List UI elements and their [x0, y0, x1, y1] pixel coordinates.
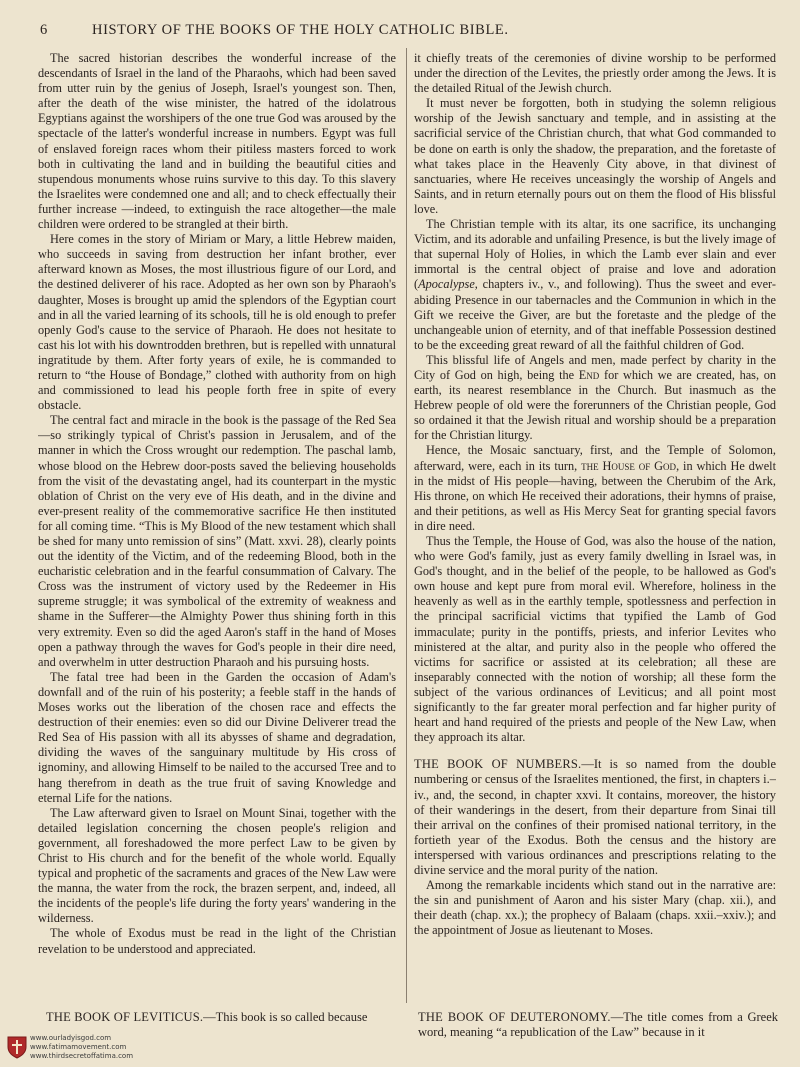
- exodus-paragraph-5: The Law afterward given to Israel on Mount Sinai, together with the detailed legislation concerning the chosen people's religion and government, all foreshadowed the more perfect Law to be given by Christ to His church and for the benefit of the whole world. Equally typical and prophetic of the sacraments and graces of the New Law were the manna, the water from the rock, the brazen serpent, and, indeed, all the incidents of the people's life during the forty years' wandering in the wilderness.: [38, 805, 396, 926]
- leviticus-heading: THE BOOK OF LEVITICUS.: [46, 1010, 204, 1024]
- leviticus-paragraph-5: Hence, the Mosaic sanctuary, first, and the Temple of Solomon, afterward, were, each in its turn, the House of God, in which He dwelt in the midst of His people—having, between the Cherubim of the Ark, His throne, on which He received their adorations, their hymns of praise, and their petitions, as well as His Mercy Seat for granting special favors in dire need.: [414, 443, 776, 533]
- watermark-url-2[interactable]: www.fatimamovement.com: [30, 1043, 127, 1051]
- apocalypse-reference: Apocalypse: [418, 277, 475, 292]
- exodus-paragraph-3: The central fact and miracle in the book is the passage of the Red Sea—so strikingly typical of Christ's passion in Jerusalem, and of the manner in which the Cross wrought our redemption. The paschal lamb, whose blood on the Hebrew door-posts saved the believing households from the visit of the devastating angel, had its counterpart in the mystic oblation of Christ on the very eve of His death, and in the divine and ever-present reality of the commemorative sacrifice He then instituted for all coming time. “This is My Blood of the new testament which shall be shed for many unto remission of sins” (Matt. xxvi. 28), clearly points out the identity of the Victim, and of the redeeming Blood, both in the eucharistic celebration and in the fearful consummation of Calvary. The Cross was the instrument of victory used by the Redeemer in His supreme struggle; it was symbolical of the extremity of weakness and shame in the Sufferer—the Almighty Power thus shining forth in this very extremity. Even so did the aged Aaron's staff in the hand of Moses open a pathway through the waves for God's people in their dire need, and overwhelm in utter destruction Pharaoh and his pursuing hosts.: [38, 413, 396, 669]
- watermark-urls: [30, 1034, 133, 1061]
- exodus-paragraph-1: The sacred historian describes the wonderful increase of the descendants of Israel in the land of the Pharaohs, which had been saved from utter ruin by the genius of Joseph, Israel's youngest son. Then, after the death of the wise minister, the hatred of the idolatrous Egyptians against the worshipers of the one true God was aroused by the spectacle of the latter's wonderful increase in numbers. Egypt was full of enslaved foreign races whom their pitiless masters forced to work both in cultivating the land and in building the beautiful cities and stupendous monuments whose ruins survive to this day. To this slavery the Israelites were condemned one and all; and to check effectually their further increase —indeed, to extinguish the race altogether—the male children were ordered to be strangled at their birth.: [38, 51, 396, 232]
- exodus-paragraph-2: Here comes in the story of Miriam or Mary, a little Hebrew maiden, who succeeds in saving from destruction her infant brother, ever afterward known as Moses, the most illustrious figure of our Lord, and the destined deliverer of his race. Adopted as her own son by Pharaoh's daughter, Moses is brought up amid the splendors of the Egyptian court and in all the varied learning of its schools, till he is old enough to prefer openly God's cause to the service of Pharaoh. He does not hesitate to cast his lot with his downtrodden brethren, but is repelled with unnatural ingratitude by them. After forty years of exile, he is commanded to return to “the House of Bondage,” clothed with authority from on high and commissioned to lead his people forth free in spite of every obstacle.: [38, 232, 396, 413]
- numbers-heading: THE BOOK OF NUMBERS.: [414, 757, 582, 772]
- leviticus-intro: THE BOOK OF LEVITICUS.—This book is so called because: [46, 1010, 368, 1024]
- deuteronomy-heading: THE BOOK OF DEUTERONOMY.: [418, 1010, 611, 1024]
- right-column: [414, 51, 776, 1006]
- leviticus-paragraph-3: The Christian temple with its altar, its one sacrifice, its unchanging Victim, and its adorable and unfailing Presence, is but the lively image of that supernal Holy of Holies, in which the Lamb ever slain and ever immortal is the central object of praise and love and adoration (Apocalypse, chapters iv., v., and following). Thus the sweet and ever-abiding Presence in our tabernacles and the Communion in which in the Gift we receive the Giver, are but the foretaste and the pledge of the unchangeable union of eternity, and of that ineffable Possession destined to be the exceeding great reward of all the faithful children of God.: [414, 217, 776, 352]
- watermark-url-1[interactable]: www.ourladyisgod.com: [30, 1034, 112, 1042]
- end-small-caps: End: [578, 367, 600, 382]
- numbers-section: THE BOOK OF NUMBERS.—It is so named from the double numbering or census of the Israelites mentioned, the first, in chapters i.–iv., and, the second, in chapter xxvi. It contains, moreover, the history of their wanderings in the desert, from their departure from Sinai till their arrival on the confines of their promised national territory, in the fortieth year of the Exodus. Both the census and the history are interspersed with various ordinances and prescriptions relating to the divine service and the moral purity of the nation.: [414, 757, 776, 877]
- running-header: [30, 22, 775, 42]
- deuteronomy-intro: THE BOOK OF DEUTERONOMY.—The title comes from a Greek word, meaning “a republication of the Law” because in it: [418, 1010, 778, 1039]
- shield-logo-icon: [6, 1035, 28, 1059]
- numbers-paragraph-2: Among the remarkable incidents which stand out in the narrative are: the sin and punishment of Aaron and his sister Mary (chap. xii.), and their death (chap. xx.); the prophecy of Balaam (chaps. xxii.–xxiv.); and the appointment of Josue as lieutenant to Moses.: [414, 878, 776, 938]
- exodus-paragraph-4: The fatal tree had been in the Garden the occasion of Adam's downfall and of the ruin of his posterity; a feeble staff in the hands of Moses works out the liberation of the chosen race and effects the destruction of their enemies: even so did our Divine Deliverer tread the Red Sea of His passion with all its abysses of shame and degradation, dividing the waves of the sanguinary multitude by His cross of ignominy, and allowing Himself to be nailed to the accursed Tree and to hang therefrom in death as the true fruit of saving Knowledge and eternal Life for the nations.: [38, 669, 396, 805]
- watermark-url-3[interactable]: www.thirdsecretoffatima.com: [30, 1052, 134, 1060]
- exodus-paragraph-6: The whole of Exodus must be read in the light of the Christian revelation to be understood and appreciated.: [38, 926, 396, 956]
- leviticus-paragraph-2: It must never be forgotten, both in studying the solemn religious worship of the Jewish sanctuary and temple, and in assisting at the sacrificial service of the Christian church, that what God commanded to be done on earth is only the shadow, the preparation, and the foretaste of what takes place in the Heavenly City above, in that divinest of sanctuaries, where He receives unceasingly the worship of Angels and Saints, and in return eternally pours out on them the flood of His blissful love.: [414, 96, 776, 216]
- leviticus-paragraph-4: This blissful life of Angels and men, made perfect by charity in the City of God on high, being the End for which we are created, has, on earth, its nearest resemblance in the Church. But inasmuch as the Hebrew people of old were the forerunners of the Christian people, God so ordained it that the Jewish ritual and worship should be a preparation for the Christian liturgy.: [414, 352, 776, 443]
- page-number: 6: [40, 22, 48, 38]
- house-of-god-small-caps: the House of God: [581, 458, 677, 473]
- leviticus-paragraph-1: it chiefly treats of the ceremonies of divine worship to be performed under the direction of the Levites, the priestly order among the Jews. It is the detailed Ritual of the Jewish church.: [414, 51, 776, 96]
- running-title: HISTORY OF THE BOOKS OF THE HOLY CATHOLIC BIBLE.: [92, 22, 509, 38]
- left-column: [38, 51, 396, 1006]
- column-divider: [406, 48, 407, 1003]
- leviticus-paragraph-6: Thus the Temple, the House of God, was also the house of the nation, who were God's family, just as every family dwelling in Israel was, in God's thought, and in the belief of the people, to be hallowed as God's own house and kept pure from moral evil. Wherefore, holiness in the heavenly as well as in the earthly temple, spotlessness and perfection in the principal sacrificial victims that typified the Lamb of God immaculate; purity in the pontiffs, priests, and inferior Levites who ministered at the altar, and purity also in the people who offered the victims for sacrifice or assisted at its celebration; all these are inseparably connected with the notion of worship; all these form the subject of the various ordinances of Leviticus; and all point most significantly to the far greater moral perfection and far higher purity of heart and hand required of the priests and people of the New Law, when they approach its altar.: [414, 534, 776, 745]
